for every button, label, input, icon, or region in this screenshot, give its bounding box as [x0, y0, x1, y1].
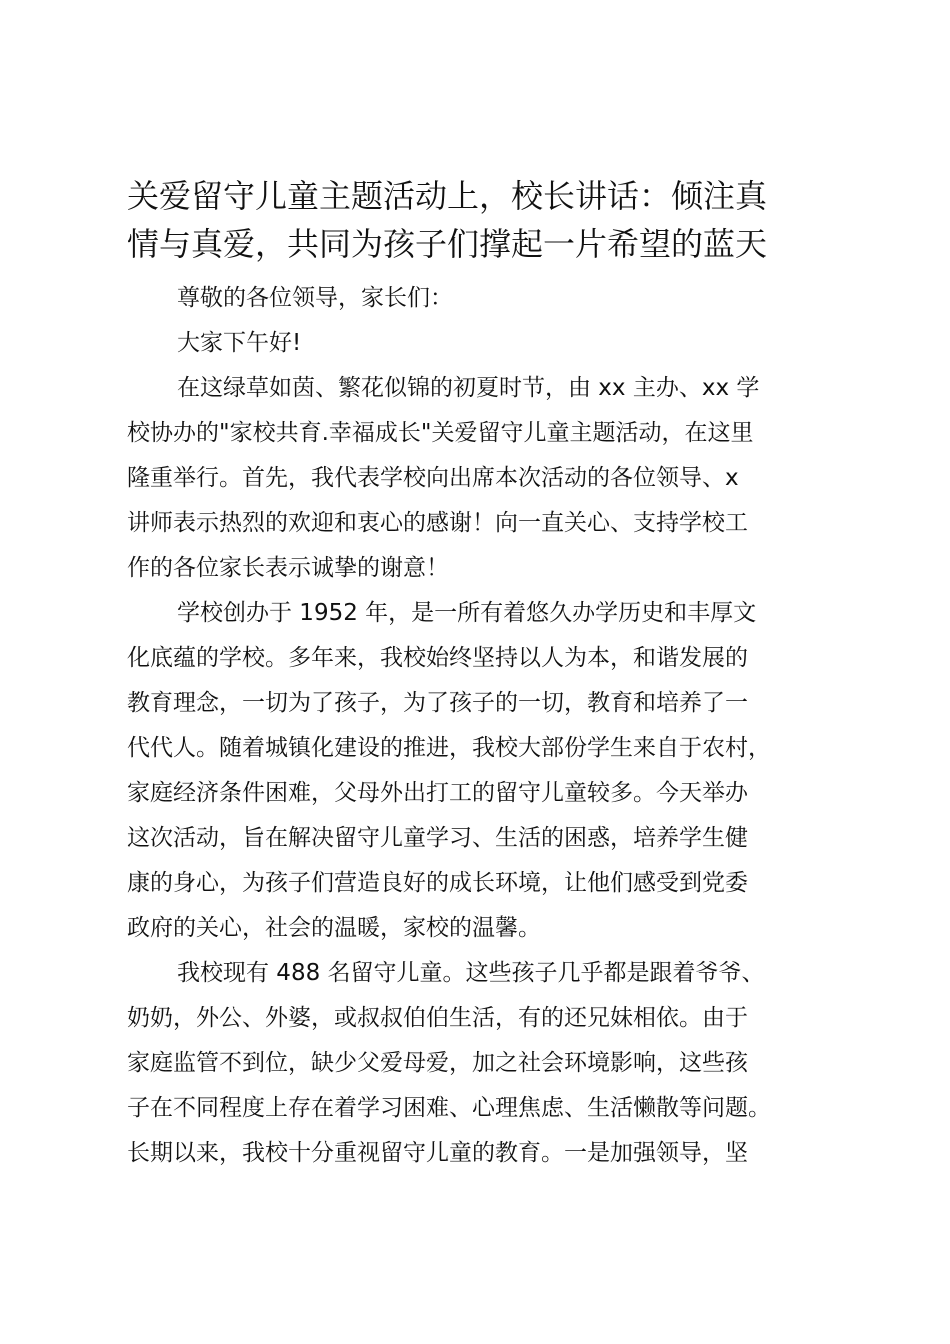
salutation-paragraph — [127, 321, 852, 366]
text-line: 长期以来，我校十分重视留守儿童的教育。一是加强领导，坚 — [127, 1140, 748, 1166]
text-line: 子在不同程度上存在着学习困难、心理焦虑、生活懒散等问题。 — [127, 1095, 771, 1121]
text-line: 教育理念，一切为了孩子，为了孩子的一切，教育和培养了一 — [127, 690, 748, 716]
school-history-paragraph — [127, 591, 852, 951]
title-line: 关爱留守儿童主题活动上，校长讲话：倾注真 — [127, 177, 768, 215]
intro-paragraph — [127, 366, 852, 591]
text-line: 隆重举行。首先，我代表学校向出席本次活动的各位领导、x — [127, 465, 739, 491]
text-line: 我校现有 488 名留守儿童。这些孩子几乎都是跟着爷爷、 — [177, 960, 765, 986]
text-line: 大家下午好! — [177, 330, 302, 356]
text-line: 尊敬的各位领导，家长们： — [177, 285, 453, 311]
text-line: 化底蕴的学校。多年来，我校始终坚持以人为本，和谐发展的 — [127, 645, 748, 671]
text-line: 这次活动，旨在解决留守儿童学习、生活的困惑，培养学生健 — [127, 825, 748, 851]
text-line: 作的各位家长表示诚挚的谢意！ — [127, 555, 449, 581]
document-body — [127, 276, 852, 1176]
text-line: 家庭监管不到位，缺少父爱母爱，加之社会环境影响，这些孩 — [127, 1050, 748, 1076]
text-line: 讲师表示热烈的欢迎和衷心的感谢！向一直关心、支持学校工 — [127, 510, 748, 536]
title-line: 情与真爱，共同为孩子们撑起一片希望的蓝天 — [127, 225, 768, 263]
text-line: 政府的关心，社会的温暖，家校的温馨。 — [127, 915, 541, 941]
text-line: 在这绿草如茵、繁花似锦的初夏时节，由 xx 主办、xx 学 — [177, 375, 760, 401]
text-line: 代代人。随着城镇化建设的推进，我校大部份学生来自于农村， — [127, 735, 771, 761]
text-line: 学校创办于 1952 年，是一所有着悠久办学历史和丰厚文 — [177, 600, 757, 626]
text-line: 校协办的"家校共育.幸福成长"关爱留守儿童主题活动，在这里 — [127, 420, 754, 446]
text-line: 奶奶，外公、外婆，或叔叔伯伯生活，有的还兄妹相依。由于 — [127, 1005, 748, 1031]
text-line: 康的身心，为孩子们营造良好的成长环境，让他们感受到党委 — [127, 870, 748, 896]
left-behind-children-paragraph — [127, 951, 852, 1176]
greeting-paragraph — [127, 276, 852, 321]
text-line: 家庭经济条件困难，父母外出打工的留守儿童较多。今天举办 — [127, 780, 748, 806]
document-title — [127, 172, 837, 268]
